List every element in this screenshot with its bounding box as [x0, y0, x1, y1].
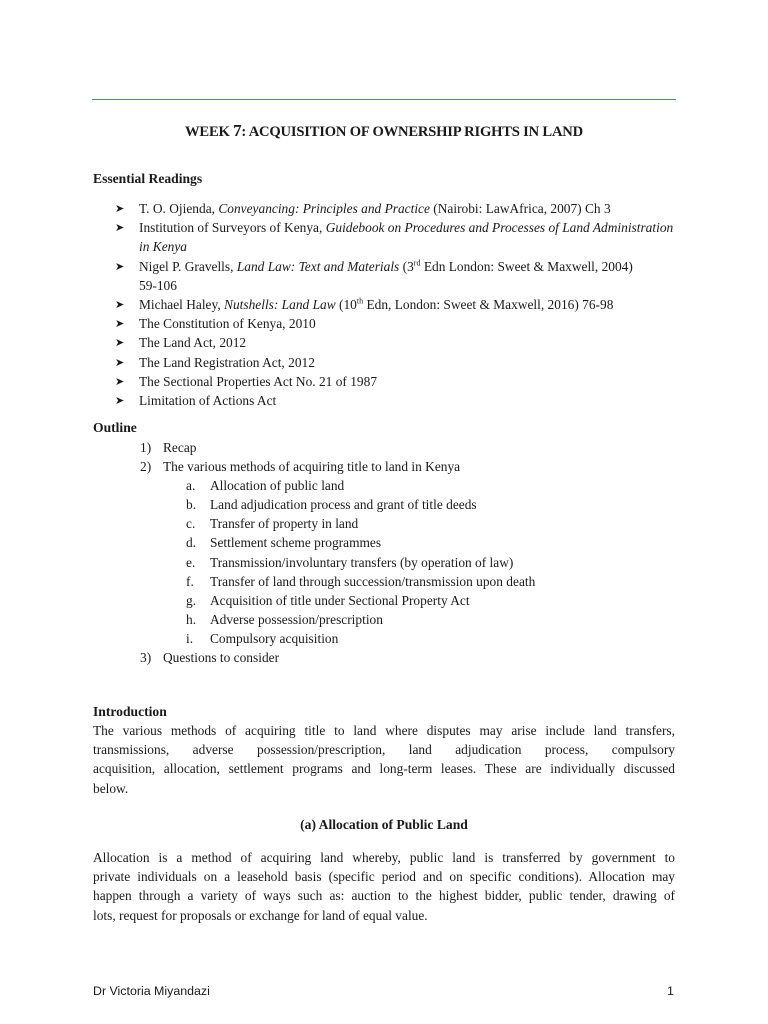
list-item: ➤ T. O. Ojienda, Conveyancing: Principles and Practice (Nairobi: LawAfrica, 2007) Ch 3 — [93, 199, 678, 218]
list-item: 2) The various methods of acquiring title to land in Kenya — [140, 459, 461, 475]
list-item: ➤ The Sectional Properties Act No. 21 of 1987 — [93, 372, 678, 391]
outline-heading: Outline — [93, 420, 137, 435]
sub-list-item: a. Allocation of public land — [186, 478, 345, 494]
list-item: 3) Questions to consider — [140, 650, 280, 666]
section-heading: (a) Allocation of Public Land — [300, 817, 468, 832]
arrow-bullet-icon: ➤ — [115, 298, 125, 312]
sub-list-item: d. Settlement scheme programmes — [186, 535, 382, 551]
allocation-paragraph: Allocation is a method of acquiring land whereby, public land is transferred by government to private individuals on a leasehold basis (specific period and on specific conditions). Allocation may happen through a variety of ways such as: auction to the highest bidder, public tender, drawing of lots, request for proposals or exchange for land of equal value. — [93, 850, 675, 923]
list-item: ➤ The Constitution of Kenya, 2010 — [93, 314, 678, 333]
list-item: ➤ Michael Haley, Nutshells: Land Law (10th Edn, London: Sweet & Maxwell, 2016) 76-98 — [93, 295, 678, 314]
list-item: ➤ Limitation of Actions Act — [93, 391, 678, 410]
sub-list-item: e. Transmission/involuntary transfers (by operation of law) — [186, 554, 514, 570]
page-number: 1 — [667, 984, 674, 998]
list-item: ➤ Institution of Surveyors of Kenya, Guidebook on Procedures and Processes of Land Administration in Kenya — [115, 220, 674, 255]
essential-readings-heading: Essential Readings — [93, 171, 203, 186]
sub-list-item: c. Transfer of property in land — [186, 516, 359, 532]
list-item: 1) Recap — [140, 440, 197, 455]
introduction-paragraph: The various methods of acquiring title to land where disputes may arise include land transfers, transmissions, adverse possession/prescription, land adjudication process, compulsory acquisition, allocation, settlement programs and long-term leases. These are individually discussed below. — [93, 723, 675, 796]
arrow-bullet-icon: ➤ — [115, 202, 125, 215]
arrow-bullet-icon: ➤ — [115, 259, 125, 273]
readings-list — [93, 199, 678, 410]
arrow-bullet-icon: ➤ — [115, 317, 125, 331]
page-title: WEEK 7: ACQUISITION OF OWNERSHIP RIGHTS IN LAND — [185, 121, 583, 140]
sub-list-item: i. Compulsory acquisition — [186, 630, 339, 646]
sub-list-item: b. Land adjudication process and grant of title deeds — [186, 497, 477, 513]
list-item: ➤ Nigel P. Gravells, Land Law: Text and Materials (3rd Edn London: Sweet & Maxwell, 2004) 59-106 — [115, 258, 633, 293]
header-rule — [92, 99, 676, 100]
outline-list — [93, 438, 678, 667]
sub-list-item: g. Acquisition of title under Sectional Property Act — [186, 592, 470, 608]
arrow-bullet-icon: ➤ — [115, 336, 125, 350]
arrow-bullet-icon: ➤ — [115, 374, 125, 388]
arrow-bullet-icon: ➤ — [115, 355, 125, 369]
sub-list-item: f. Transfer of land through succession/transmission upon death — [186, 573, 536, 589]
arrow-bullet-icon: ➤ — [115, 394, 125, 408]
list-item: ➤ The Land Act, 2012 — [93, 333, 678, 352]
footer-author: Dr Victoria Miyandazi — [93, 984, 210, 998]
arrow-bullet-icon: ➤ — [115, 221, 125, 235]
sub-list-item: h. Adverse possession/prescription — [186, 611, 383, 627]
list-item: ➤ The Land Registration Act, 2012 — [93, 353, 678, 372]
introduction-heading: Introduction — [93, 704, 167, 719]
